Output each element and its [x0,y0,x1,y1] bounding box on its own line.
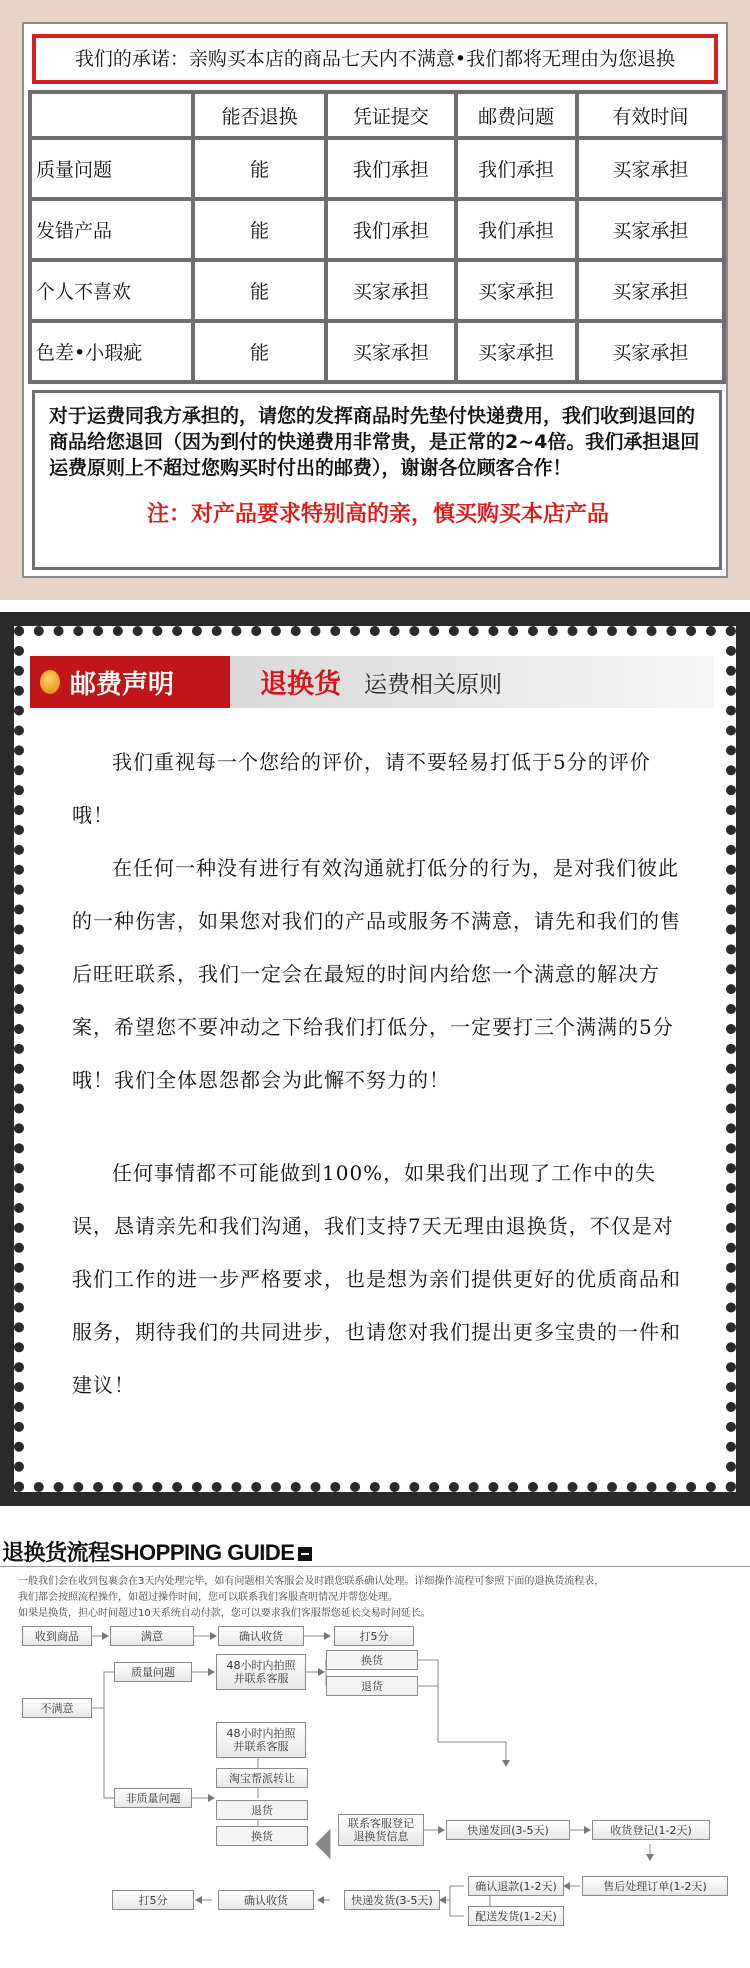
table-row [30,138,724,199]
flow-step-receive: 收到商品 [22,1626,92,1646]
intro-line: 如果是换货，担心时间超过10天系统自动付款，您可以要求我们客服帮您延长交易时间延长。 [18,1608,431,1619]
flow-step-receipt: 收货登记(1-2天) [592,1820,710,1840]
table-row [30,199,724,260]
subheader-text: 运费相关原则 [364,672,502,698]
flow-step-rate: 打5分 [112,1890,194,1910]
table-row [30,260,724,321]
flow-step-ship-back: 快递发回(3-5天) [446,1820,570,1840]
policy-table [28,90,726,384]
table-cell: 买家承担 [577,199,724,260]
header-cell: 邮费问题 [456,92,577,138]
notice-title: 邮费声明 [70,670,175,700]
promise-banner: 我们的承诺：亲购买本店的商品七天内不满意•我们都将无理由为您退换 [32,34,718,84]
table-cell: 能 [193,199,326,260]
flow-step-confirm: 确认收货 [218,1890,314,1910]
row-label: 质量问题 [30,138,193,199]
warning-text: 注：对产品要求特别高的亲，慎买购买本店产品 [146,502,609,527]
shipping-note: 对于运费同我方承担的，请您的发挥商品时先垫付快递费用，我们收到退回的商品给您退回（因为到付的快递费用非常贵，是正常的2~4倍。我们承担退回运费原则上不超过您购买时付出的邮费），谢谢各位顾客合作！ [49,405,700,479]
table-header-row [30,92,724,138]
return-policy-section [0,0,750,600]
header-cell: 能否退换 [193,92,326,138]
table-cell: 能 [193,321,326,382]
flow-step-photo: 48小时内拍照 并联系客服 [216,1654,306,1690]
flow-step-photo: 48小时内拍照 并联系客服 [216,1722,306,1758]
table-cell: 能 [193,260,326,321]
header-cell [30,92,193,138]
intro-line: 一般我们会在收到包裹会在3天内处理完毕，如有问题相关客服会及时跟您联系确认处理。详细操作流程可参照下面的退换货流程表， [18,1576,605,1587]
flow-step-satisfied: 满意 [110,1626,194,1646]
table-cell: 我们承担 [456,199,577,260]
table-cell: 买家承担 [577,321,724,382]
notice-header [30,656,230,708]
notice-body [72,736,692,1412]
lantern-icon [40,670,60,694]
guide-title-text: 退换货流程SHOPPING GUIDE [2,1540,295,1565]
flow-step-return: 退货 [216,1800,308,1820]
table-cell: 买家承担 [577,260,724,321]
flow-step-nonquality: 非质量问题 [114,1788,192,1808]
table-cell: 买家承担 [456,321,577,382]
table-cell: 买家承担 [577,138,724,199]
postage-notice-section [0,612,750,1506]
header-cell: 凭证提交 [326,92,455,138]
table-cell: 能 [193,138,326,199]
flow-step-exchange: 换货 [216,1826,308,1846]
subheader-highlight: 退换货 [260,669,341,700]
table-cell: 我们承担 [456,138,577,199]
stamp-paper [14,626,736,1492]
notice-subheader [230,656,714,708]
flow-step-return: 退货 [326,1676,418,1696]
table-row [30,321,724,382]
shipping-note-box [32,390,722,570]
row-label: 个人不喜欢 [30,260,193,321]
table-cell: 我们承担 [326,199,455,260]
flow-step-unsatisfied: 不满意 [22,1698,92,1718]
table-cell: 买家承担 [456,260,577,321]
flow-step-quality: 质量问题 [114,1662,192,1682]
intro-line: 我们都会按照流程操作，如超过操作时间，您可以联系我们客服查明情况并帮您处理。 [18,1592,398,1603]
flow-step-taobao: 淘宝帮派转让 [216,1768,308,1788]
row-label: 色差•小瑕疵 [30,321,193,382]
flow-step-refund: 确认退款(1-2天) [468,1876,564,1896]
header-cell: 有效时间 [577,92,724,138]
table-cell: 我们承担 [326,138,455,199]
flow-step-register: 联系客服登记 退换货信息 [338,1814,424,1846]
flow-step-aftersale: 售后处理订单(1-2天) [582,1876,728,1896]
table-cell: 买家承担 [326,260,455,321]
shopping-guide-section [0,1530,750,1968]
policy-panel [22,22,728,578]
notice-paragraph: 我们重视每一个您给的评价，请不要轻易打低于5分的评价哦！ [72,750,651,827]
notice-paragraph: 在任何一种没有进行有效沟通就打低分的行为，是对我们彼此的一种伤害，如果您对我们的产品或服务不满意，请先和我们的售后旺旺联系，我们一定会在最短的时间内给您一个满意的解决方案，希望您不要冲动之下给我们打低分，一定要打三个满满的5分哦！我们全体恩怨都会为此懈不努力的！ [72,856,681,1092]
notice-paragraph: 任何事情都不可能做到100%，如果我们出现了工作中的失误，恳请亲先和我们沟通，我们支持7天无理由退换货，不仅是对我们工作的进一步严格要求，也是想为亲们提供更好的优质商品和服务，期待我们的共同进步，也请您对我们提出更多宝贵的一件和建议！ [72,1161,681,1397]
flow-step-express: 快递发货(3-5天) [344,1890,440,1910]
flow-step-resend: 配送发货(1-2天) [468,1906,564,1926]
flow-step-rate: 打5分 [334,1626,414,1646]
flow-step-confirm: 确认收货 [218,1626,304,1646]
table-cell: 买家承担 [326,321,455,382]
row-label: 发错产品 [30,199,193,260]
flow-step-exchange: 换货 [326,1650,418,1670]
